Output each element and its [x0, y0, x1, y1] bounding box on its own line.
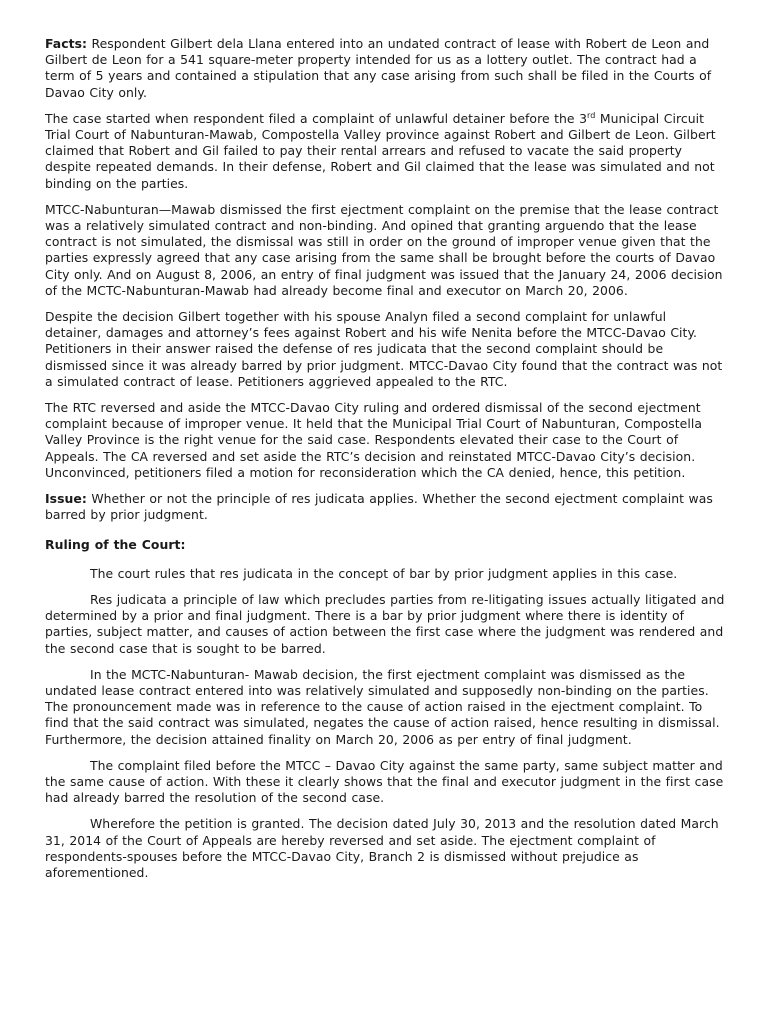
ordinal-suffix: rd — [587, 110, 596, 120]
ruling-paragraph-5: Wherefore the petition is granted. The decision dated July 30, 2013 and the resolution dated March 31, 2014 of the Court of Appeals are hereby reversed and set aside. The ejectment complaint of respondents-spouses before the MTCC-Davao City, Branch 2 is dismissed without prejudice as aforementioned. — [45, 816, 719, 880]
ruling-heading: Ruling of the Court: — [45, 537, 186, 553]
facts-text: Respondent Gilbert dela Llana entered into an undated contract of lease with Robert de Leon and Gilbert de Leon for a 541 square-meter property intended for us as a lottery outlet. The contract had a term of 5 years and contained a stipulation that any case arising from such shall be filed in the Courts of Davao City only. — [45, 36, 712, 100]
document-page — [45, 36, 725, 891]
facts-paragraph — [45, 36, 725, 101]
facts-label: Facts: — [45, 36, 87, 51]
ruling-paragraph-4: The complaint filed before the MTCC – Davao City against the same party, same subject matter and the same cause of action. With these it clearly shows that the final and executor judgment in the first case had already barred the resolution of the second case. — [45, 757, 724, 806]
issue-paragraph — [45, 491, 725, 523]
second-complaint-paragraph: Despite the decision Gilbert together with his spouse Analyn filed a second complaint for unlawful detainer, damages and attorney’s fees against Robert and his wife Nenita before the MTCC-Davao City. Petitioners in their answer raised the defense of res judicata that the second complaint should be dismissed since it was already barred by prior judgment. MTCC-Davao City found that the contract was not a simulated contract of lease. Petitioners aggrieved appealed to the RTC. — [45, 309, 723, 389]
rtc-reversal-paragraph: The RTC reversed and aside the MTCC-Davao City ruling and ordered dismissal of the second ejectment complaint because of improper venue. It held that the Municipal Trial Court of Nabunturan, Compostella Valley Province is the right venue for the said case. Respondents elevated their case to the Court of Appeals. The CA reversed and set aside the RTC’s decision and reinstated MTCC-Davao City’s decision. Unconvinced, petitioners filed a motion for reconsideration which the CA denied, hence, this petition. — [45, 400, 702, 480]
issue-text: Whether or not the principle of res judicata applies. Whether the second ejectment complaint was barred by prior judgment. — [45, 491, 713, 523]
case-start-text-after: Municipal Circuit Trial Court of Nabunturan-Mawab, Compostella Valley province against Robert and Gilbert de Leon. Gilbert claimed that Robert and Gil failed to pay their rental arrears and refused to vacate the said property despite repeated demands. In their defense, Robert and Gil claimed that the lease was simulated and not binding on the parties. — [45, 110, 716, 191]
case-start-text-before: The case started when respondent filed a complaint of unlawful detainer before the 3 — [45, 110, 588, 126]
mtcc-dismissal-paragraph: MTCC-Nabunturan—Mawab dismissed the first ejectment complaint on the premise that the lease contract was a relatively simulated contract and non-binding. And opined that granting arguendo that the lease contract is not simulated, the dismissal was still in order on the ground of improper venue given that the parties expressly agreed that any case arising from the same shall be brought before the courts of Davao City only. And on August 8, 2006, an entry of final judgment was issued that the January 24, 2006 decision of the MCTC-Nabunturan-Mawab had already become final and executor on March 20, 2006. — [45, 201, 723, 298]
ruling-paragraph-1: The court rules that res judicata in the concept of bar by prior judgment applies in this case. — [90, 565, 678, 581]
ruling-paragraph-3: In the MCTC-Nabunturan- Mawab decision, the first ejectment complaint was dismissed as the undated lease contract entered into was relatively simulated and supposedly non-binding on the parties. The pronouncement made was in reference to the cause of action raised in the ejectment complaint. To find that the said contract was simulated, negates the cause of action raised, hence resulting in dismissal. Furthermore, the decision attained finality on March 20, 2006 as per entry of final judgment. — [45, 666, 720, 747]
issue-label: Issue: — [45, 491, 87, 507]
ruling-paragraph-2: Res judicata a principle of law which precludes parties from re-litigating issues actually litigated and determined by a prior and final judgment. There is a bar by prior judgment where there is identity of parties, subject matter, and causes of action between the first case where the judgment was rendered and the second case that is sought to be barred. — [45, 591, 725, 656]
case-start-paragraph — [45, 111, 725, 192]
